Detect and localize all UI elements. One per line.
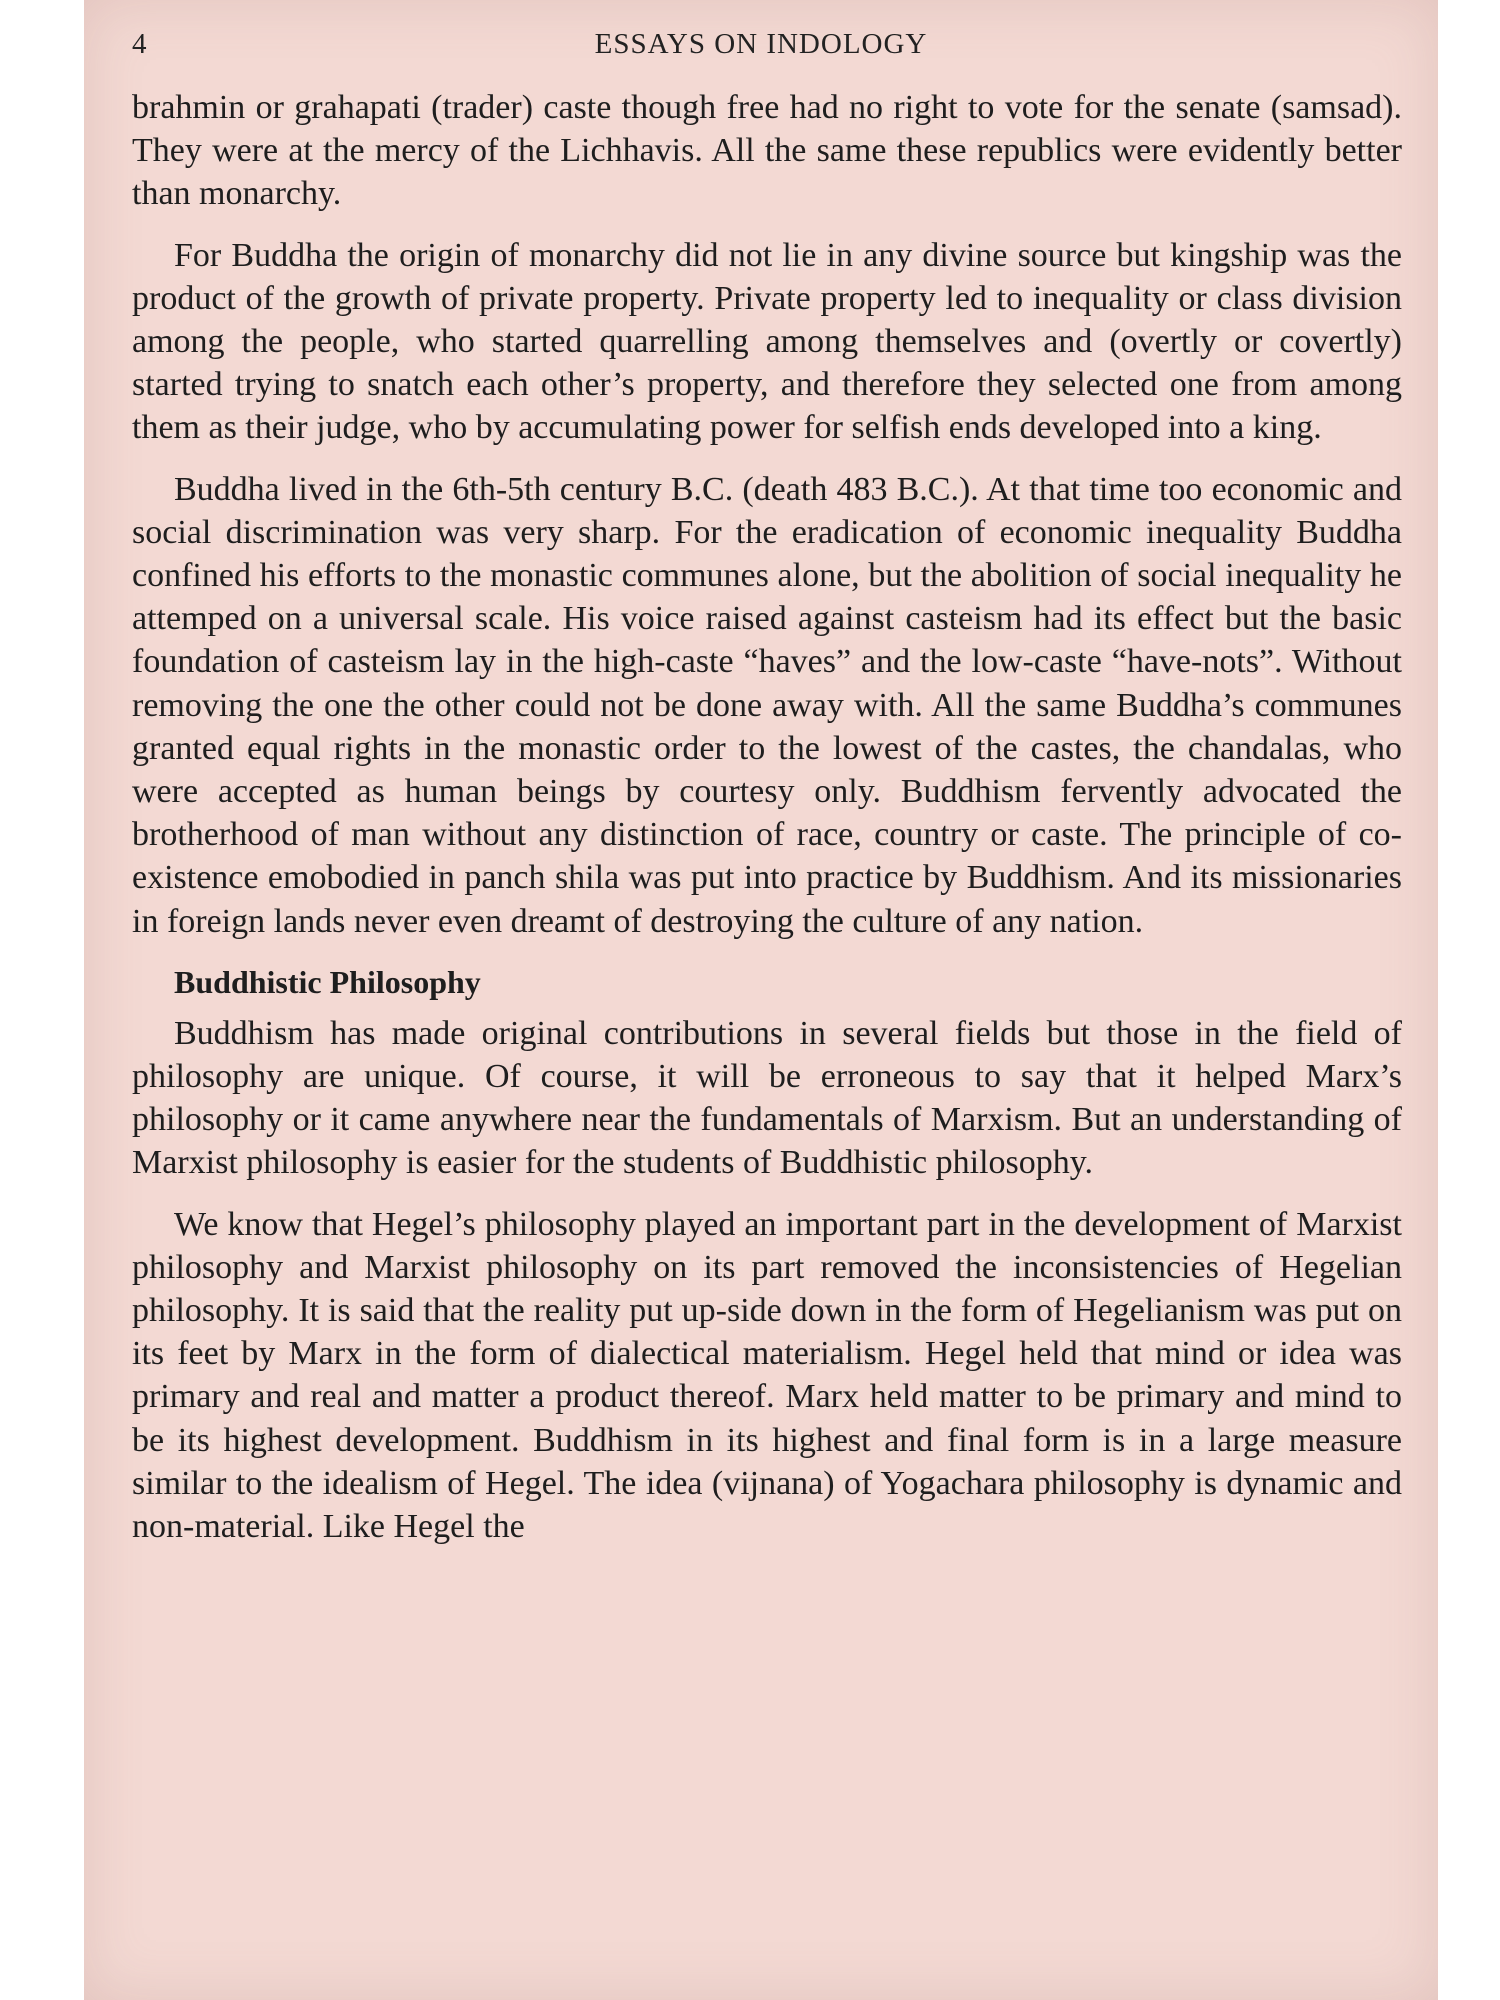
- book-page: [84, 0, 1438, 2000]
- page-number: 4: [132, 28, 148, 60]
- section-heading: Buddhistic Philosophy: [174, 963, 481, 1000]
- page-header: [132, 28, 1390, 68]
- paragraph-origin-of-monarchy: For Buddha the origin of monarchy did not lie in any divine source but kingship was the product of the growth of private property. Private property led to inequality or class division among the people, who started quarrelling among themselves and (overtly or covertly) started trying to snatch each other’s property, and therefore they selected one from among them as their judge, who by accumulating power for selfish ends developed into a king.: [132, 236, 1402, 447]
- body-text: [132, 86, 1402, 1566]
- paragraph-buddha-era: Buddha lived in the 6th-5th century B.C. (death 483 B.C.). At that time too economic and social discrimination was very sharp. For the eradication of economic inequality Buddha confined his efforts to the monastic communes alone, but the abolition of social inequality he attemped on a universal scale. His voice raised against casteism had its effect but the basic foundation of casteism lay in the high-caste “haves” and the low-caste “have-nots”. Without removing the one the other could not be done away with. All the same Buddha’s communes granted equal rights in the monastic order to the lowest of the castes, the chandalas, who were accepted as human beings by courtesy only. Buddhism fervently advocated the brotherhood of man without any distinction of race, country or caste. The principle of co-existence emobodied in panch shila was put into practice by Buddhism. And its missionaries in foreign lands never even dreamt of destroying the culture of any nation.: [132, 470, 1402, 940]
- paragraph-philosophy-contributions: Buddhism has made original contributions in several fields but those in the field of philosophy are unique. Of course, it will be erroneous to say that it helped Marx’s philosophy or it came anywhere near the fundamentals of Marxism. But an understanding of Marxist philosophy is easier for the students of Buddhistic philosophy.: [132, 1014, 1402, 1182]
- running-title: ESSAYS ON INDOLOGY: [594, 28, 928, 60]
- paragraph-republics: brahmin or grahapati (trader) caste though free had no right to vote for the senate (samsad). They were at the mercy of the Lichhavis. All the same these republics were evidently better than monarchy.: [132, 89, 1402, 213]
- paragraph-hegel-marx: We know that Hegel’s philosophy played an important part in the development of Marxist philosophy and Marxist philosophy on its part removed the inconsistencies of Hegelian philosophy. It is said that the reality put up-side down in the form of Hegelianism was put on its feet by Marx in the form of dialectical materialism. Hegel held that mind or idea was primary and real and matter a product thereof. Marx held matter to be primary and mind to be its highest development. Buddhism in its highest and final form is in a large measure similar to the idealism of Hegel. The idea (vijnana) of Yogachara philosophy is dynamic and non-material. Like Hegel the: [132, 1205, 1402, 1546]
